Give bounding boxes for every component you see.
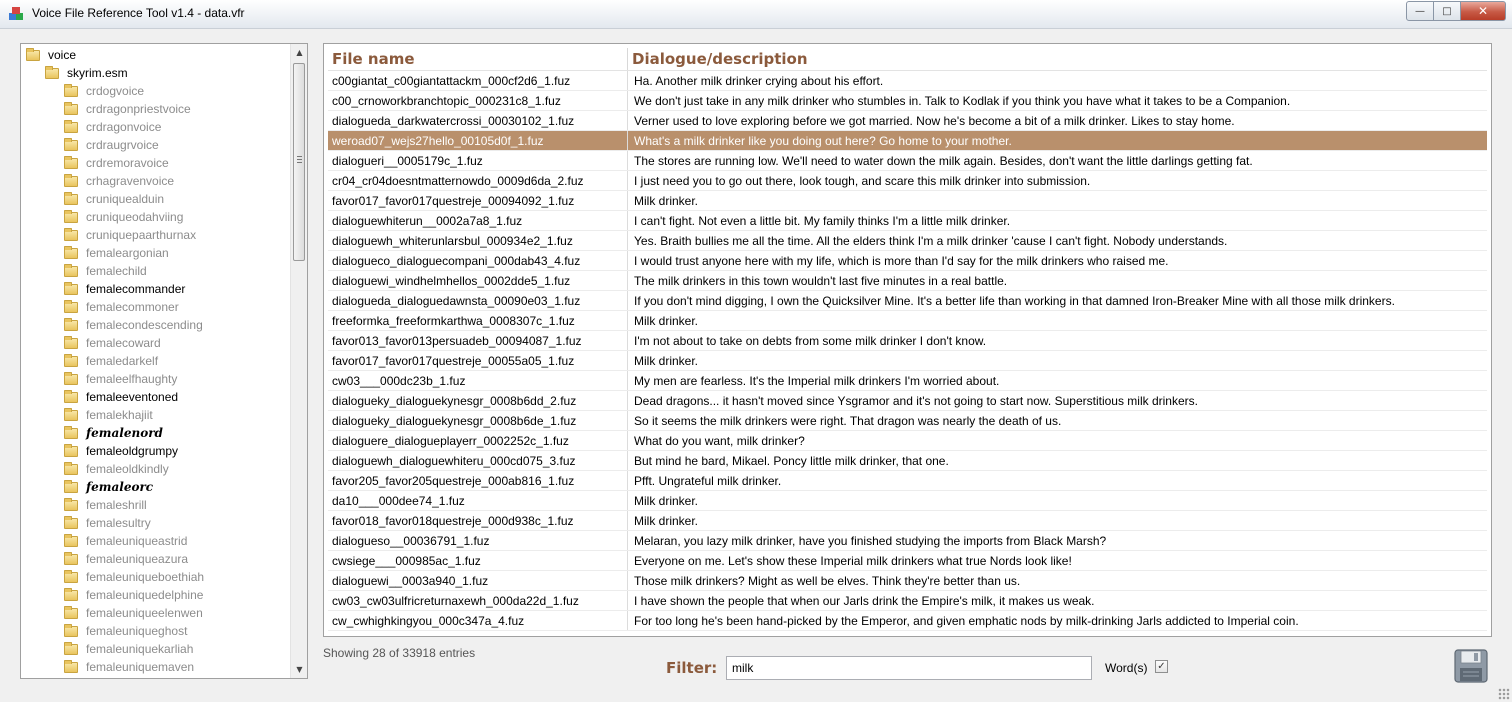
file-name-cell: freeformka_freeformkarthwa_0008307c_1.fuz: [328, 311, 628, 330]
words-checkbox[interactable]: ✓: [1155, 660, 1168, 673]
file-name-cell: dialogueco_dialoguecompani_000dab43_4.fuz: [328, 251, 628, 270]
table-row[interactable]: [328, 191, 1487, 211]
dialogue-cell: What do you want, milk drinker?: [634, 434, 805, 448]
tree-item[interactable]: [21, 388, 289, 406]
table-row[interactable]: [328, 571, 1487, 591]
table-row[interactable]: [328, 131, 1487, 151]
file-name-cell: dialogueda_darkwatercrossi_00030102_1.fuz: [328, 111, 628, 130]
status-text: Showing 28 of 33918 entries: [323, 646, 476, 660]
dialogue-cell: Milk drinker.: [634, 494, 699, 508]
window-title: Voice File Reference Tool v1.4 - data.vfr: [32, 6, 245, 20]
dialogue-cell: Milk drinker.: [634, 354, 699, 368]
folder-icon: [64, 374, 78, 385]
folder-icon: [64, 140, 78, 151]
file-name-cell: favor205_favor205questreje_000ab816_1.fuz: [328, 471, 628, 490]
table-row[interactable]: [328, 271, 1487, 291]
tree-item-label: femalekhajiit: [86, 408, 153, 422]
tree-item[interactable]: [21, 226, 289, 244]
dialogue-cell: So it seems the milk drinkers were right. That dragon was nearly the death of us.: [634, 414, 1062, 428]
tree-item[interactable]: [21, 64, 289, 82]
close-button[interactable]: ✕: [1460, 1, 1506, 21]
file-name-cell: cw03___000dc23b_1.fuz: [328, 371, 628, 390]
tree-item[interactable]: [21, 478, 289, 496]
tree-item[interactable]: [21, 208, 289, 226]
folder-icon: [64, 158, 78, 169]
folder-icon: [64, 428, 78, 439]
file-name-cell: dialogueky_dialoguekynesgr_0008b6de_1.fuz: [328, 411, 628, 430]
dialogue-cell: What's a milk drinker like you doing out here? Go home to your mother.: [634, 134, 1012, 148]
file-name-cell: dialoguewhiterun__0002a7a8_1.fuz: [328, 211, 628, 230]
tree-item[interactable]: [21, 424, 289, 442]
dialogue-cell: But mind he bard, Mikael. Poncy little milk drinker, that one.: [634, 454, 949, 468]
dialogue-cell: Those milk drinkers? Might as well be elves. Think they're better than us.: [634, 574, 1021, 588]
dialogue-cell: My men are fearless. It's the Imperial milk drinkers I'm worried about.: [634, 374, 1000, 388]
table-row[interactable]: [328, 251, 1487, 271]
dialogue-cell: Pfft. Ungrateful milk drinker.: [634, 474, 782, 488]
window-controls: [1407, 1, 1506, 21]
folder-icon: [64, 590, 78, 601]
dialogue-cell: I'm not about to take on debts from some milk drinker I don't know.: [634, 334, 987, 348]
tree-item-label: femaleuniqueastrid: [86, 534, 188, 548]
table-row[interactable]: [328, 531, 1487, 551]
tree-item[interactable]: [21, 316, 289, 334]
tree-item-label: femaleoldkindly: [86, 462, 169, 476]
file-name-cell: cw_cwhighkingyou_000c347a_4.fuz: [328, 611, 628, 630]
folder-icon: [64, 284, 78, 295]
file-name-cell: favor018_favor018questreje_000d938c_1.fuz: [328, 511, 628, 530]
folder-icon: [64, 194, 78, 205]
table-header: [328, 48, 1487, 71]
tree-item-label: crhagravenvoice: [86, 174, 175, 188]
table-row[interactable]: [328, 151, 1487, 171]
file-name-cell: dialoguewh_dialoguewhiteru_000cd075_3.fuz: [328, 451, 628, 470]
tree-item-label: cruniqueodahviing: [86, 210, 184, 224]
title-bar: [0, 0, 1512, 29]
dialogue-cell: The stores are running low. We'll need to water down the milk again. Besides, don't want the little darlings getting fat.: [634, 154, 1253, 168]
table-row[interactable]: [328, 611, 1487, 631]
tree-item-label: femaleuniqueelenwen: [86, 606, 203, 620]
folder-icon: [64, 302, 78, 313]
file-name-cell: favor017_favor017questreje_00094092_1.fuz: [328, 191, 628, 210]
tree-item-label: cruniquealduin: [86, 192, 165, 206]
table-row[interactable]: [328, 311, 1487, 331]
folder-icon: [64, 500, 78, 511]
file-name-cell: favor013_favor013persuadeb_00094087_1.fuz: [328, 331, 628, 350]
tree-item[interactable]: [21, 532, 289, 550]
tree-item-label: crdragonvoice: [86, 120, 162, 134]
file-name-cell: dialoguewi__0003a940_1.fuz: [328, 571, 628, 590]
tree-item-label: femaleuniqueboethiah: [86, 570, 205, 584]
tree-item[interactable]: [21, 136, 289, 154]
tree-item[interactable]: [21, 154, 289, 172]
table-row[interactable]: [328, 231, 1487, 251]
file-name-cell: da10___000dee74_1.fuz: [328, 491, 628, 510]
folder-icon: [64, 410, 78, 421]
tree-item-label: femaleshrill: [86, 498, 147, 512]
file-name-cell: dialogueso__00036791_1.fuz: [328, 531, 628, 550]
column-header-file-name[interactable]: File name: [328, 48, 628, 70]
tree-item[interactable]: [21, 190, 289, 208]
tree-item[interactable]: [21, 640, 289, 658]
minimize-button[interactable]: —: [1406, 1, 1434, 21]
file-name-cell: favor017_favor017questreje_00055a05_1.fuz: [328, 351, 628, 370]
tree-item-label: femaleuniqueazura: [86, 552, 189, 566]
tree-item-label: femaleelfhaughty: [86, 372, 178, 386]
tree-item[interactable]: [21, 46, 289, 64]
file-name-cell: dialogueky_dialoguekynesgr_0008b6dd_2.fuz: [328, 391, 628, 410]
file-name-cell: cw03_cw03ulfricreturnaxewh_000da22d_1.fuz: [328, 591, 628, 610]
tree-item[interactable]: [21, 622, 289, 640]
tree-item[interactable]: [21, 118, 289, 136]
tree-item-label: femaleeventoned: [86, 390, 179, 404]
scroll-thumb[interactable]: [293, 63, 305, 261]
tree-item[interactable]: [21, 604, 289, 622]
tree-item-label: crdremoravoice: [86, 156, 169, 170]
tree-item[interactable]: [21, 514, 289, 532]
tree-item-label: crdraugrvoice: [86, 138, 159, 152]
results-table: [323, 43, 1492, 637]
tree-item[interactable]: [21, 406, 289, 424]
tree-item-label: femalesultry: [86, 516, 151, 530]
tree-item-label: femaleuniquekarliah: [86, 642, 194, 656]
folder-icon: [64, 176, 78, 187]
folder-icon: [45, 68, 59, 79]
tree-item[interactable]: [21, 352, 289, 370]
table-row[interactable]: [328, 211, 1487, 231]
dialogue-cell: For too long he's been hand-picked by the Emperor, and given emphatic nods by milk-drinking Jarls addicted to Imperial coin.: [634, 614, 1299, 628]
file-name-cell: dialoguere_dialogueplayerr_0002252c_1.fuz: [328, 431, 628, 450]
tree-item[interactable]: [21, 244, 289, 262]
file-name-cell: dialoguewi_windhelmhellos_0002dde5_1.fuz: [328, 271, 628, 290]
dialogue-cell: We don't just take in any milk drinker who stumbles in. Talk to Kodlak if you think you have what it takes to be a Companion.: [634, 94, 1291, 108]
tree-item-label: femaleoldgrumpy: [86, 444, 179, 458]
folder-icon: [64, 104, 78, 115]
dialogue-cell: The milk drinkers in this town wouldn't last five minutes in a real battle.: [634, 274, 1008, 288]
dialogue-cell: I would trust anyone here with my life, which is more than I'd say for the milk drinkers who raised me.: [634, 254, 1169, 268]
folder-tree[interactable]: [20, 43, 308, 679]
tree-item[interactable]: [21, 586, 289, 604]
dialogue-cell: I have shown the people that when our Jarls drink the Empire's milk, it makes us weak.: [634, 594, 1095, 608]
table-row[interactable]: [328, 551, 1487, 571]
tree-item-label: femaleuniqueghost: [86, 624, 188, 638]
dialogue-cell: Everyone on me. Let's show these Imperial milk drinkers what true Nords look like!: [634, 554, 1072, 568]
folder-icon: [64, 626, 78, 637]
folder-icon: [64, 572, 78, 583]
folder-icon: [64, 662, 78, 673]
tree-item-label: femalechild: [86, 264, 147, 278]
tree-item-label: femaleuniquemaven: [86, 660, 195, 674]
dialogue-cell: I just need you to go out there, look tough, and scare this milk drinker into submission.: [634, 174, 1091, 188]
file-name-cell: cwsiege___000985ac_1.fuz: [328, 551, 628, 570]
dialogue-cell: Milk drinker.: [634, 194, 699, 208]
tree-item-label: crdragonpriestvoice: [86, 102, 191, 116]
tree-item[interactable]: [21, 658, 289, 676]
table-row[interactable]: [328, 511, 1487, 531]
tree-item[interactable]: [21, 550, 289, 568]
file-name-cell: dialogueda_dialoguedawnsta_00090e03_1.fuz: [328, 291, 628, 310]
app-icon: [8, 6, 24, 22]
folder-icon: [26, 50, 40, 61]
maximize-button[interactable]: □: [1433, 1, 1461, 21]
table-row[interactable]: [328, 591, 1487, 611]
folder-icon: [64, 230, 78, 241]
tree-item-label: femaleorc: [86, 480, 154, 494]
file-name-cell: weroad07_wejs27hello_00105d0f_1.fuz: [328, 131, 628, 150]
folder-icon: [64, 86, 78, 97]
tree-item-label: femaleuniquedelphine: [86, 588, 204, 602]
folder-icon: [64, 464, 78, 475]
dialogue-cell: Milk drinker.: [634, 514, 699, 528]
file-name-cell: cr04_cr04doesntmatternowdo_0009d6da_2.fuz: [328, 171, 628, 190]
table-row[interactable]: [328, 71, 1487, 91]
tree-item[interactable]: [21, 496, 289, 514]
folder-icon: [64, 248, 78, 259]
folder-icon: [64, 644, 78, 655]
file-name-cell: dialogueri__0005179c_1.fuz: [328, 151, 628, 170]
tree-item[interactable]: [21, 334, 289, 352]
folder-icon: [64, 392, 78, 403]
dialogue-cell: Melaran, you lazy milk drinker, have you finished studying the imports from Black Marsh?: [634, 534, 1107, 548]
words-label: Word(s): [1105, 661, 1148, 675]
tree-scrollbar[interactable]: [290, 44, 307, 678]
dialogue-cell: Dead dragons... it hasn't moved since Ysgramor and it's not going to start now. Superstitious milk drinkers.: [634, 394, 1198, 408]
table-row[interactable]: [328, 171, 1487, 191]
tree-item[interactable]: [21, 82, 289, 100]
tree-item-label: voice: [48, 48, 77, 62]
column-header-dialogue[interactable]: Dialogue/description: [632, 50, 808, 68]
scroll-up-arrow-icon[interactable]: ▲: [296, 48, 303, 57]
folder-icon: [64, 266, 78, 277]
dialogue-cell: I can't fight. Not even a little bit. My family thinks I'm a little milk drinker.: [634, 214, 1011, 228]
folder-icon: [64, 554, 78, 565]
file-name-cell: dialoguewh_whiterunlarsbul_000934e2_1.fuz: [328, 231, 628, 250]
tree-item[interactable]: [21, 568, 289, 586]
file-name-cell: c00_crnoworkbranchtopic_000231c8_1.fuz: [328, 91, 628, 110]
tree-list: [21, 46, 289, 676]
table-row[interactable]: [328, 91, 1487, 111]
tree-item-label: skyrim.esm: [67, 66, 128, 80]
folder-icon: [64, 212, 78, 223]
dialogue-cell: Ha. Another milk drinker crying about his effort.: [634, 74, 884, 88]
filter-label: Filter:: [666, 659, 718, 677]
tree-item-label: femalecondescending: [86, 318, 203, 332]
tree-item[interactable]: [21, 298, 289, 316]
table-row[interactable]: [328, 111, 1487, 131]
tree-item[interactable]: [21, 280, 289, 298]
table-row[interactable]: [328, 331, 1487, 351]
table-row[interactable]: [328, 371, 1487, 391]
table-row[interactable]: [328, 411, 1487, 431]
tree-item-label: crdogvoice: [86, 84, 145, 98]
tree-item[interactable]: [21, 460, 289, 478]
scroll-down-arrow-icon[interactable]: ▼: [296, 665, 303, 674]
tree-item-label: femaledarkelf: [86, 354, 159, 368]
grip-icon: [297, 156, 302, 164]
save-icon[interactable]: [1453, 648, 1489, 684]
dialogue-cell: If you don't mind digging, I own the Quicksilver Mine. It's a better life than working in that damned Iron-Breaker Mine with all those milk drinkers.: [634, 294, 1395, 308]
folder-icon: [64, 482, 78, 493]
folder-icon: [64, 338, 78, 349]
dialogue-cell: Verner used to love exploring before we got married. Now he's become a bit of a milk drinker. Likes to stay home.: [634, 114, 1235, 128]
folder-icon: [64, 122, 78, 133]
folder-icon: [64, 536, 78, 547]
tree-item-label: femalecommander: [86, 282, 186, 296]
tree-item-label: femalecoward: [86, 336, 161, 350]
filter-input[interactable]: [726, 656, 1092, 680]
table-row[interactable]: [328, 291, 1487, 311]
tree-item[interactable]: [21, 370, 289, 388]
folder-icon: [64, 608, 78, 619]
tree-item[interactable]: [21, 262, 289, 280]
dialogue-cell: Milk drinker.: [634, 314, 699, 328]
folder-icon: [64, 356, 78, 367]
tree-item[interactable]: [21, 172, 289, 190]
table-row[interactable]: [328, 451, 1487, 471]
tree-item[interactable]: [21, 442, 289, 460]
table-row[interactable]: [328, 431, 1487, 451]
folder-icon: [64, 320, 78, 331]
table-row[interactable]: [328, 491, 1487, 511]
table-row[interactable]: [328, 351, 1487, 371]
tree-item-label: cruniquepaarthurnax: [86, 228, 197, 242]
folder-icon: [64, 446, 78, 457]
table-body: [328, 71, 1487, 631]
table-row[interactable]: [328, 391, 1487, 411]
folder-icon: [64, 518, 78, 529]
dialogue-cell: Yes. Braith bullies me all the time. All the elders think I'm a milk drinker 'cause I can't fight. Nobody understands.: [634, 234, 1228, 248]
file-name-cell: c00giantat_c00giantattackm_000cf2d6_1.fuz: [328, 71, 628, 90]
tree-item-label: femalecommoner: [86, 300, 179, 314]
resize-grip-icon[interactable]: [1498, 688, 1510, 700]
tree-item-label: femaleargonian: [86, 246, 169, 260]
tree-item[interactable]: [21, 100, 289, 118]
tree-item-label: femalenord: [86, 426, 163, 440]
table-row[interactable]: [328, 471, 1487, 491]
